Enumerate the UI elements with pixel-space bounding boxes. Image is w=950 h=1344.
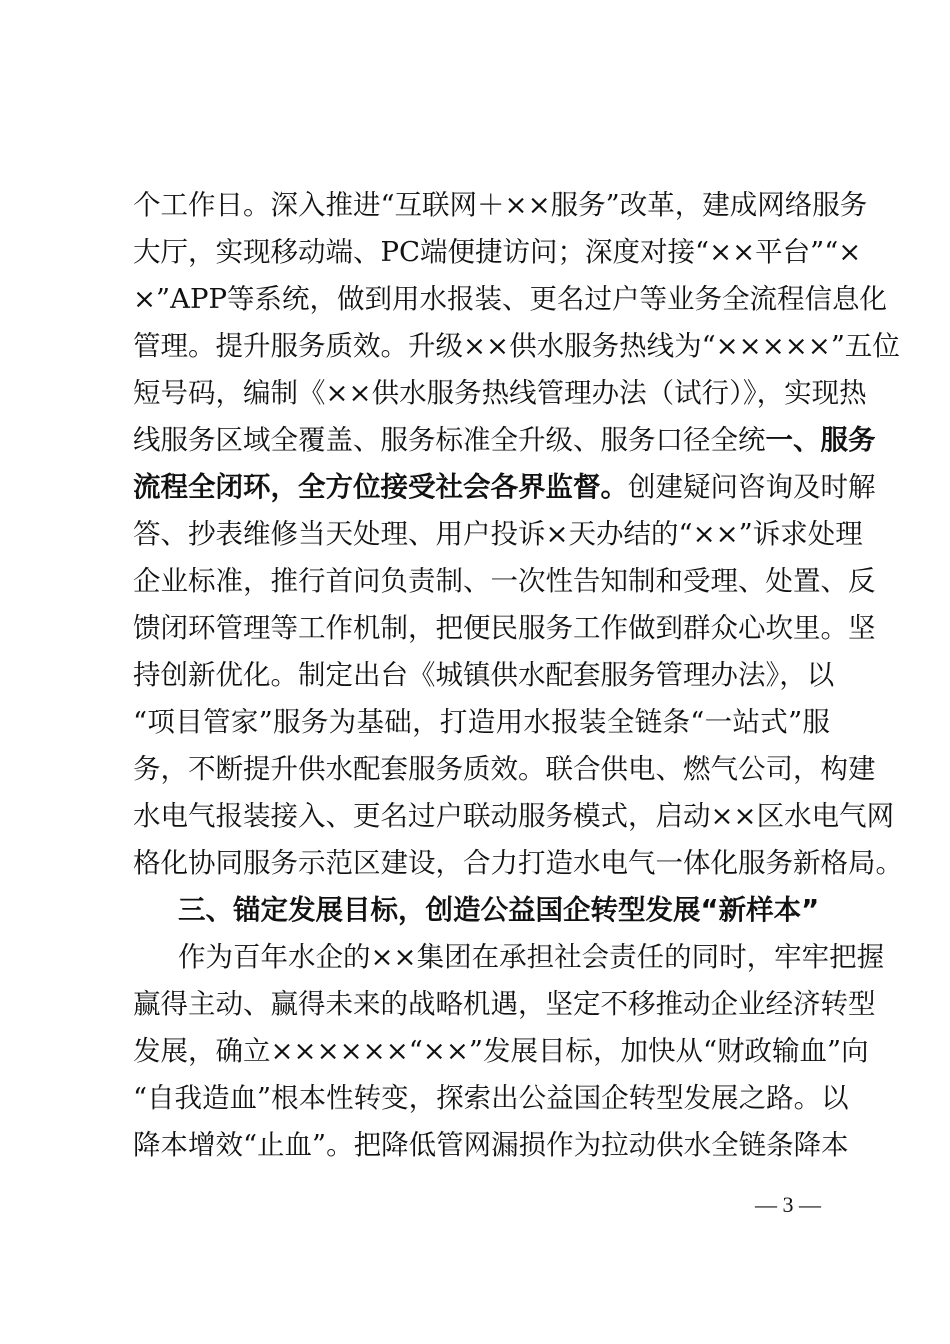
- body-text-line: “自我造血”根本性转变，探索出公益国企转型发展之路。以: [133, 1082, 849, 1114]
- body-text-line: 管理。提升服务质效。升级××供水服务热线为“×××××”五位: [133, 330, 900, 362]
- body-text-line: 大厅，实现移动端、PC端便捷访问；深度对接“××平台”“×: [133, 236, 862, 268]
- body-text-line: 个工作日。深入推进“互联网＋××服务”改革，建成网络服务: [133, 189, 868, 221]
- body-text-line: 水电气报装接入、更名过户联动服务模式，启动××区水电气网: [133, 800, 895, 832]
- body-text-segment: 线服务区域全覆盖、服务标准全升级、服务口径全统: [133, 424, 766, 456]
- bold-subheading-segment: 一、服务: [765, 424, 876, 456]
- body-text-line: “项目管家”服务为基础，打造用水报装全链条“一站式”服: [133, 706, 830, 738]
- body-text-segment: 创建疑问咨询及时解: [628, 471, 876, 503]
- body-text-line: 降本增效“止血”。把降低管网漏损作为拉动供水全链条降本: [133, 1129, 849, 1161]
- body-text-line: ×”APP等系统，做到用水报装、更名过户等业务全流程信息化: [133, 283, 887, 315]
- bold-subheading-segment: 流程全闭环，全方位接受社会各界监督。: [133, 471, 628, 503]
- page-number: — 3 —: [755, 1192, 821, 1217]
- body-text-line: 发展，确立××××××“××”发展目标，加快从“财政输血”向: [133, 1035, 869, 1067]
- body-text-line: 格化协同服务示范区建设，合力打造水电气一体化服务新格局。: [133, 847, 903, 879]
- body-text-line: 务，不断提升供水配套服务质效。联合供电、燃气公司，构建: [133, 753, 876, 785]
- body-text-line: 短号码，编制《××供水服务热线管理办法（试行）》，实现热: [133, 377, 867, 409]
- body-text-line: 企业标准，推行首问负责制、一次性告知制和受理、处置、反: [133, 565, 876, 597]
- body-text-line: 馈闭环管理等工作机制，把便民服务工作做到群众心坎里。坚: [133, 612, 876, 644]
- body-text-line: [133, 464, 876, 510]
- body-text-line: 作为百年水企的××集团在承担社会责任的同时，牢牢把握: [178, 941, 885, 973]
- section-heading: 三、锚定发展目标，创造公益国企转型发展“新样本”: [178, 894, 820, 926]
- body-text-line: 答、抄表维修当天处理、用户投诉×天办结的“××”诉求处理: [133, 518, 863, 550]
- body-text-line: 持创新优化。制定出台《城镇供水配套服务管理办法》，以: [133, 659, 835, 691]
- body-text-line: [133, 417, 876, 463]
- body-text-line: 赢得主动、赢得未来的战略机遇，坚定不移推动企业经济转型: [133, 988, 876, 1020]
